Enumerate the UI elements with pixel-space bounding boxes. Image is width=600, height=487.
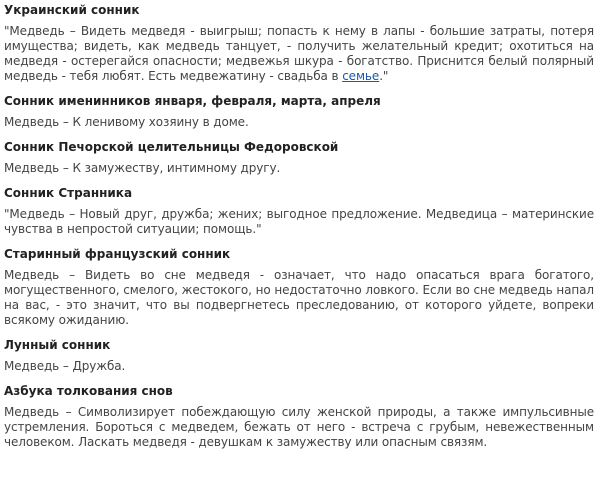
section-text: Медведь – Видеть во сне медведя - означает, что надо опасаться врага богатого, могущественного, смелого, жестокого, но недостаточно ловкого. Если во сне медведь напал на вас, - это значит, что вы подвергнетесь преследованию, от которого уйдете, вопреки всякому ожиданию.	[4, 268, 594, 327]
section-text: Медведь – К ленивому хозяину в доме.	[4, 115, 249, 129]
section-heading: Украинский сонник	[4, 3, 140, 17]
section-birthday	[4, 93, 594, 130]
section-french	[4, 246, 594, 328]
section-text-part: ."	[379, 69, 389, 83]
section-text	[4, 24, 594, 84]
section-pechora	[4, 139, 594, 176]
section-heading: Лунный сонник	[4, 338, 111, 352]
section-lunar	[4, 337, 594, 374]
family-link[interactable]: семье	[342, 69, 380, 83]
section-ukrainian	[4, 2, 594, 84]
section-heading: Сонник Печорской целительницы Федоровской	[4, 140, 339, 154]
section-heading: Старинный французский сонник	[4, 247, 231, 261]
section-text: Медведь – К замужеству, интимному другу.	[4, 161, 281, 175]
section-heading: Сонник Странника	[4, 186, 133, 200]
section-text: Медведь – Символизирует побеждающую силу женской природы, а также импульсивные устремления. Бороться с медведем, бежать от него - встреча с грубым, невежественным человеком. Ласкать медведя - девушкам к замужеству или опасным связям.	[4, 405, 594, 449]
section-alphabet	[4, 383, 594, 450]
section-text: "Медведь – Новый друг, дружба; жених; выгодное предложение. Медведица – материнские чувства в непростой ситуации; помощь."	[4, 207, 594, 236]
section-heading: Сонник именинников января, февраля, марта, апреля	[4, 94, 381, 108]
section-text-part: "Медведь – Видеть медведя - выигрыш; попасть к нему в лапы - большие затраты, потеря имущества; видеть, как медведь танцует, - получить желательный кредит; охотиться на медведя - остерегайся опасности; медвежья шкура - богатство. Приснится белый полярный медведь - тебя любят. Есть медвежатину - свадьба в	[4, 24, 594, 83]
section-text: Медведь – Дружба.	[4, 359, 126, 373]
section-wanderer	[4, 185, 594, 237]
section-heading: Азбука толкования снов	[4, 384, 173, 398]
